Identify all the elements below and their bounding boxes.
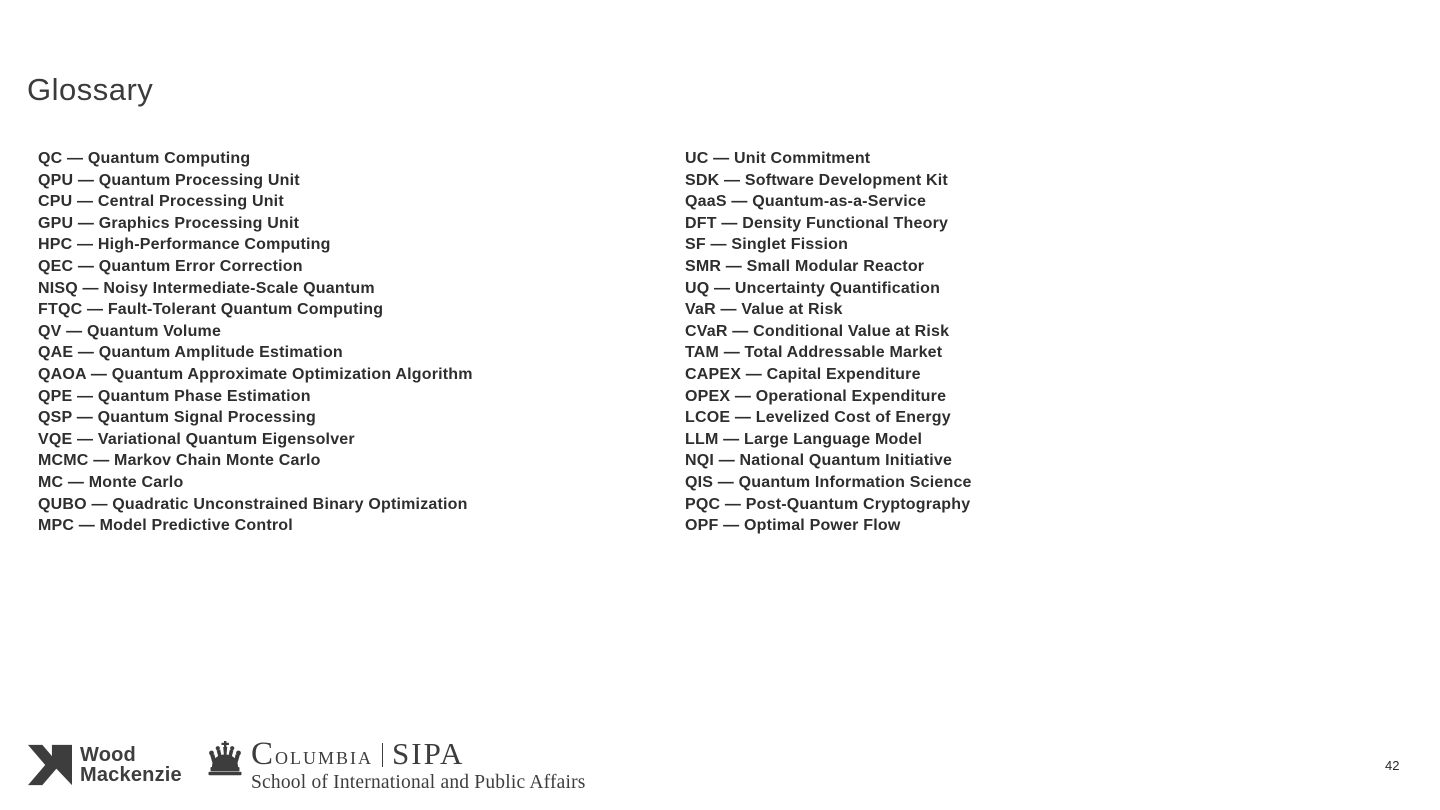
woodmac-logo-text	[80, 745, 182, 785]
woodmac-logo-icon	[28, 743, 72, 787]
glossary-entry: SF — Singlet Fission	[685, 236, 849, 254]
glossary-entry: LLM — Large Language Model	[685, 430, 923, 448]
columbia-crown-icon	[205, 741, 245, 777]
glossary-entry: QaaS — Quantum-as-a-Service	[685, 193, 927, 211]
columbia-divider-bar	[382, 743, 383, 767]
glossary-entry: QV — Quantum Volume	[38, 322, 222, 340]
page-title: Glossary	[27, 72, 154, 107]
glossary-entry: NISQ — Noisy Intermediate-Scale Quantum	[38, 279, 375, 297]
glossary-column-right	[685, 148, 972, 537]
glossary-entry: UC — Unit Commitment	[685, 150, 871, 167]
glossary-entry: GPU — Graphics Processing Unit	[38, 214, 300, 232]
glossary-entry: MC — Monte Carlo	[38, 473, 184, 491]
woodmac-logo	[28, 743, 182, 787]
sipa-name: SIPA	[392, 736, 465, 771]
page-number: 42	[1385, 758, 1400, 773]
glossary-entry: QAE — Quantum Amplitude Estimation	[38, 344, 343, 362]
columbia-sipa-logo	[205, 736, 586, 794]
columbia-subtitle: School of International and Public Affairs	[251, 772, 586, 793]
glossary-entry: SMR — Small Modular Reactor	[685, 257, 925, 275]
glossary-entry: TAM — Total Addressable Market	[685, 344, 943, 362]
glossary-entry: SDK — Software Development Kit	[685, 171, 948, 189]
glossary-entry: PQC — Post-Quantum Cryptography	[685, 495, 971, 513]
glossary-column-left	[38, 148, 473, 537]
glossary-entry: OPEX — Operational Expenditure	[685, 387, 947, 405]
woodmac-word2: Mackenzie	[80, 764, 182, 786]
glossary-entry: QUBO — Quadratic Unconstrained Binary Optimization	[38, 495, 468, 513]
glossary-entry: NQI — National Quantum Initiative	[685, 452, 953, 470]
glossary-entry: QC — Quantum Computing	[38, 150, 251, 167]
woodmac-word1: Wood	[80, 744, 136, 766]
glossary-entry: CVaR — Conditional Value at Risk	[685, 322, 950, 340]
glossary-entry: QSP — Quantum Signal Processing	[38, 409, 316, 427]
glossary-entry: DFT — Density Functional Theory	[685, 214, 949, 232]
glossary-entry: CPU — Central Processing Unit	[38, 193, 284, 211]
columbia-name: Columbia	[251, 736, 374, 772]
glossary-entry: QEC — Quantum Error Correction	[38, 257, 303, 275]
glossary-entry: CAPEX — Capital Expenditure	[685, 365, 921, 383]
glossary-entry: FTQC — Fault-Tolerant Quantum Computing	[38, 301, 384, 319]
glossary-entry: QIS — Quantum Information Science	[685, 473, 972, 491]
glossary-entry: HPC — High-Performance Computing	[38, 236, 331, 254]
glossary-entry: MPC — Model Predictive Control	[38, 517, 293, 535]
columbia-logo-text	[251, 736, 586, 794]
glossary-entry: QPE — Quantum Phase Estimation	[38, 387, 311, 405]
footer	[0, 735, 1440, 810]
glossary-entry: QAOA — Quantum Approximate Optimization Algorithm	[38, 365, 473, 383]
glossary-entry: VQE — Variational Quantum Eigensolver	[38, 430, 355, 448]
columbia-wordmark	[251, 736, 586, 772]
glossary-entry: UQ — Uncertainty Quantification	[685, 279, 941, 297]
glossary-entry: QPU — Quantum Processing Unit	[38, 171, 300, 189]
glossary-entry: OPF — Optimal Power Flow	[685, 517, 901, 535]
glossary-entry: LCOE — Levelized Cost of Energy	[685, 409, 951, 427]
glossary-entry: VaR — Value at Risk	[685, 301, 843, 319]
glossary-entry: MCMC — Markov Chain Monte Carlo	[38, 452, 321, 470]
